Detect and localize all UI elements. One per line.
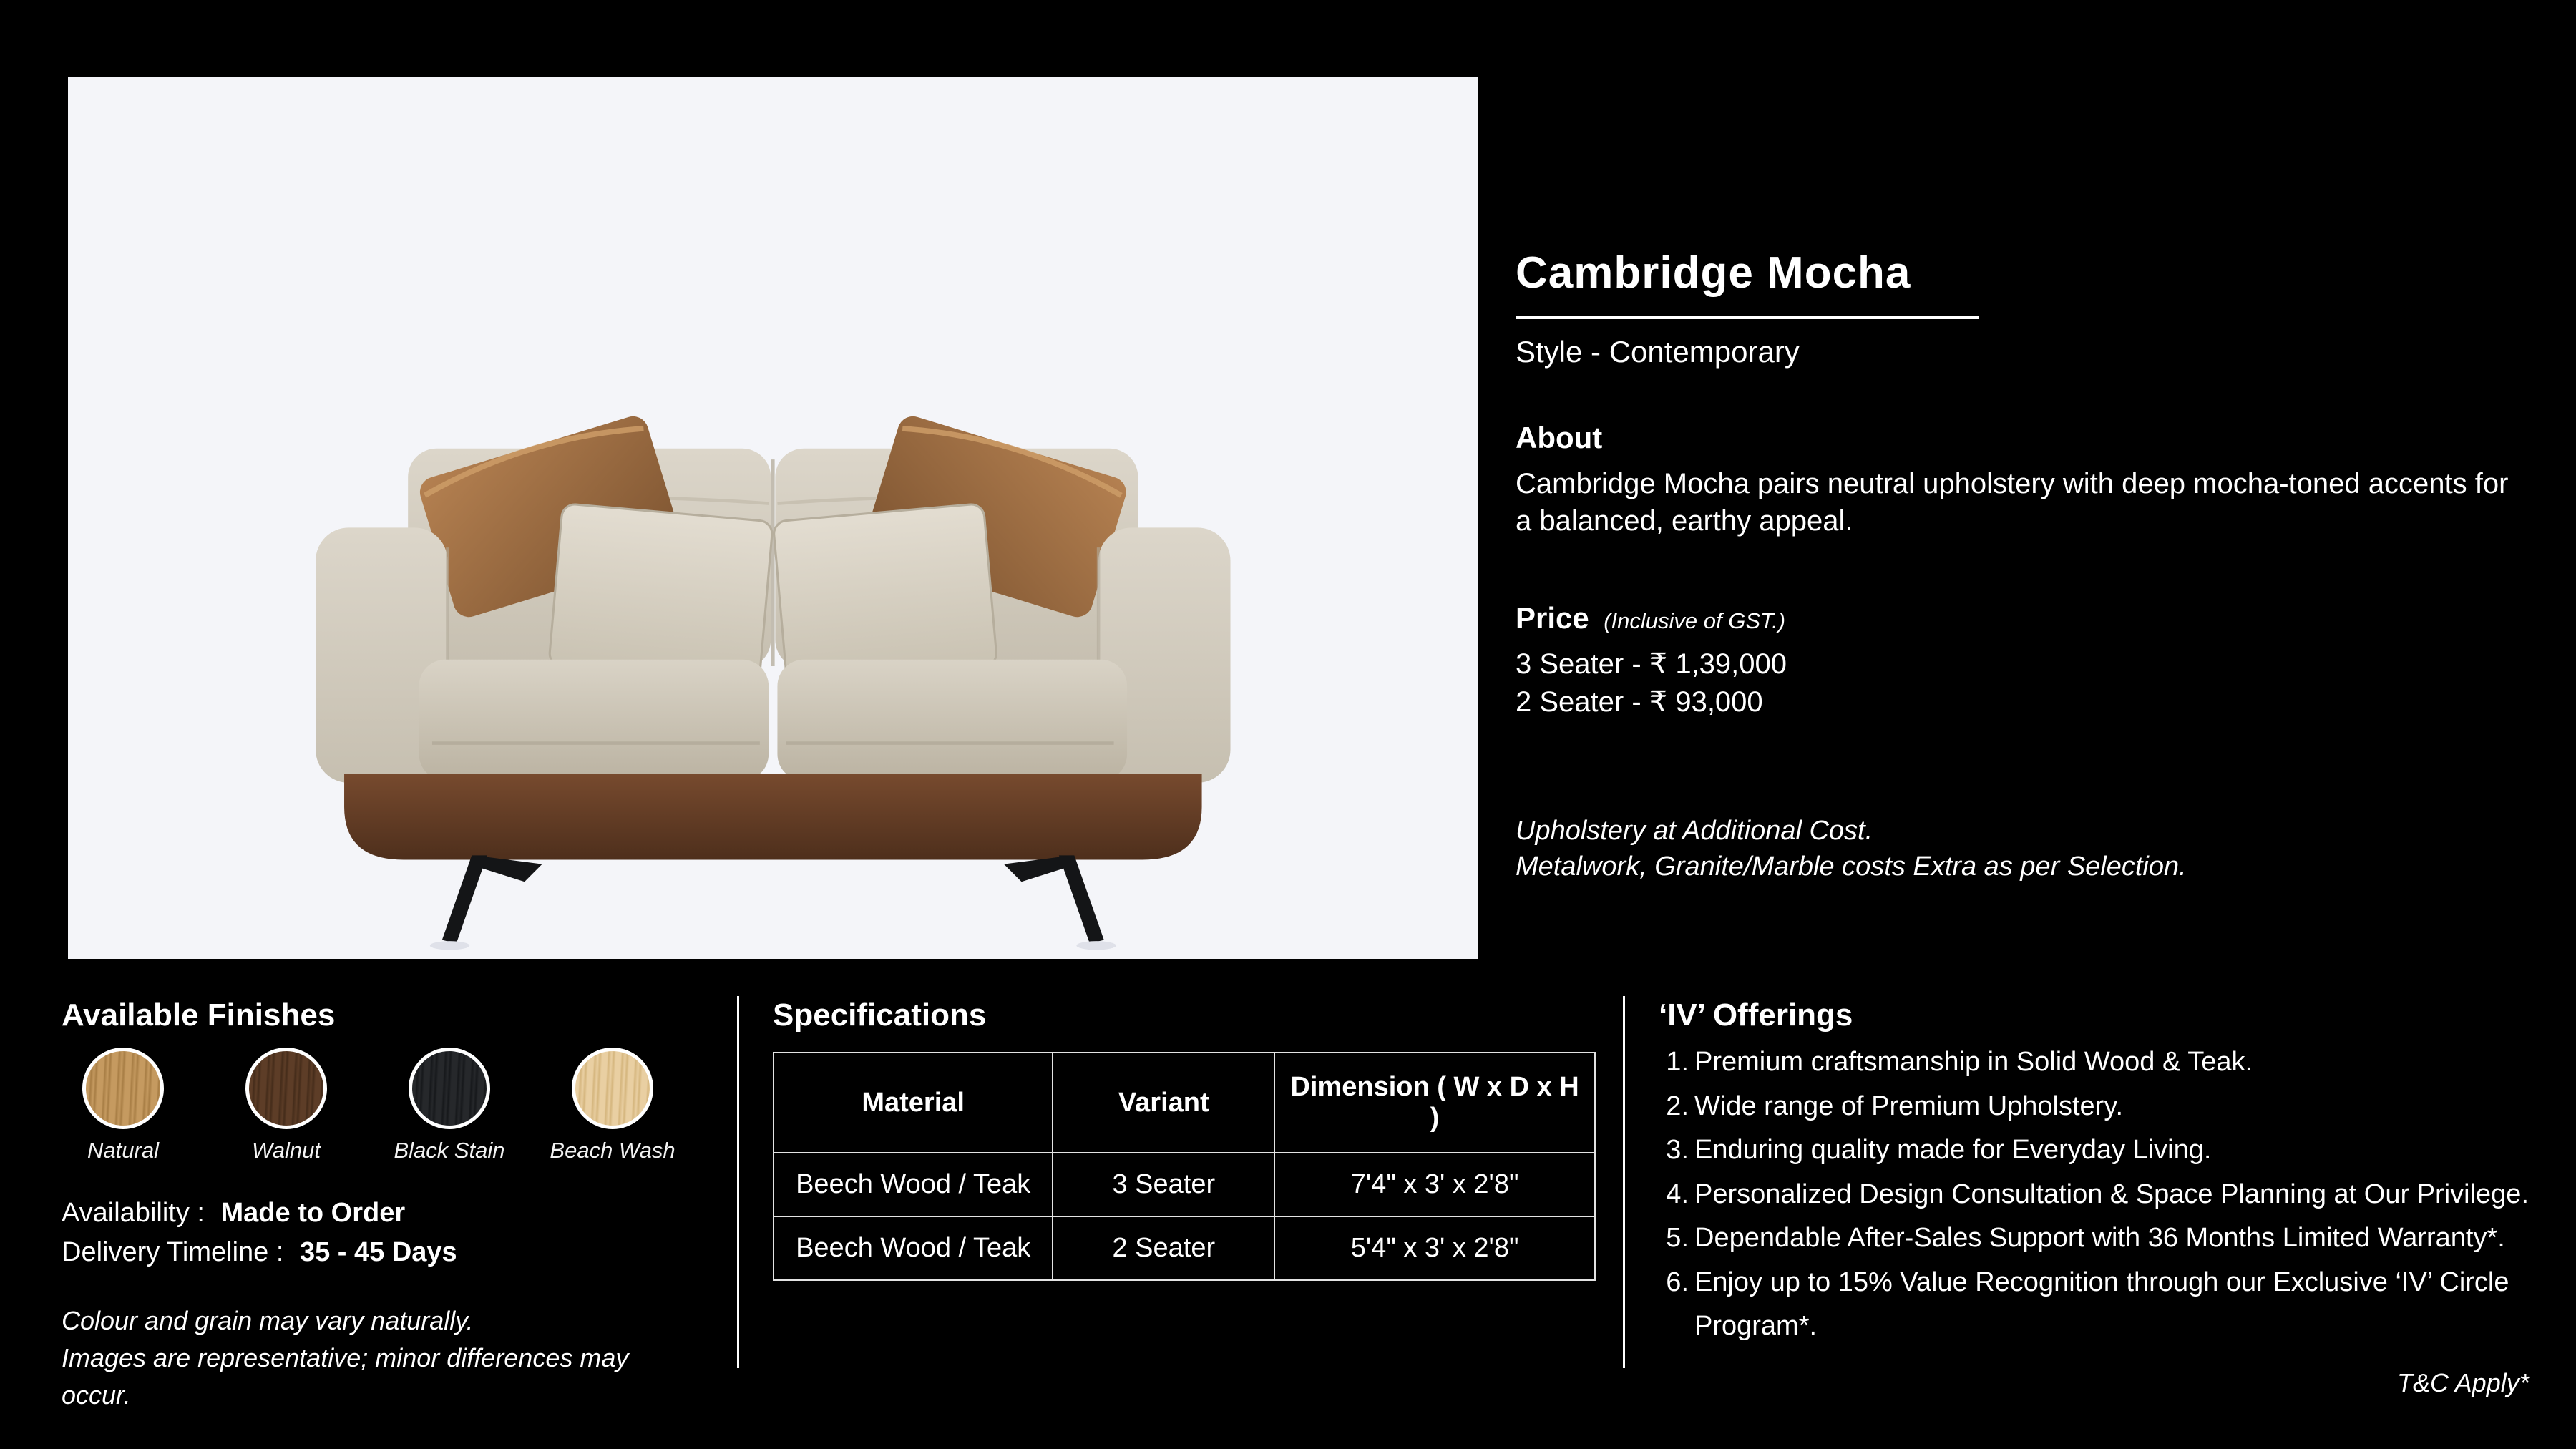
cell-dimension: 5'4" x 3' x 2'8" [1274,1216,1595,1280]
price-row [1516,601,2539,635]
specifications-table [773,1052,1596,1281]
about-heading: About [1516,421,1603,455]
wood-swatch-natural [82,1048,164,1129]
list-item: Enduring quality made for Everyday Living. [1694,1135,2212,1166]
cost-note-upholstery: Upholstery at Additional Cost. [1516,815,1873,846]
iv-offerings-heading: ‘IV’ Offerings [1659,997,1853,1033]
price-lines [1516,645,2539,721]
about-text: Cambridge Mocha pairs neutral upholstery with deep mocha-toned accents for a balanced, earthy appeal. [1516,468,2509,537]
cell-material: Beech Wood / Teak [774,1153,1053,1216]
table-header-row [774,1053,1595,1153]
price-line-3-seater: 3 Seater - ₹ 1,39,000 [1516,648,1787,680]
specifications-section [773,997,1596,1281]
price-gst-note: (Inclusive of GST.) [1604,608,1786,634]
finish-label: Natural [87,1138,159,1163]
product-details [1516,249,2539,884]
list-item: Wide range of Premium Upholstery. [1694,1091,2124,1121]
iv-offerings-list [1659,1040,2553,1349]
finish-swatch-row [62,1048,691,1163]
table-row [774,1216,1595,1280]
delivery-line [62,1233,691,1272]
sofa-image [223,185,1323,955]
cost-note-metalwork: Metalwork, Granite/Marble costs Extra as per Selection. [1516,851,2187,882]
style-line: Style - Contemporary [1516,335,1800,369]
wood-swatch-beach-wash [572,1048,653,1129]
list-item: Dependable After-Sales Support with 36 Months Limited Warranty*. [1694,1223,2505,1254]
wood-swatch-walnut [245,1048,327,1129]
cost-notes [1516,813,2539,884]
specifications-heading: Specifications [773,997,987,1033]
cell-variant: 3 Seater [1053,1153,1274,1216]
price-heading: Price [1516,601,1589,635]
header-variant: Variant [1053,1053,1274,1153]
list-item: Enjoy up to 15% Value Recognition through our Exclusive ‘IV’ Circle Program*. [1694,1267,2509,1342]
cell-variant: 2 Seater [1053,1216,1274,1280]
iv-offerings-section [1659,997,2553,1349]
finish-item-black-stain [388,1048,511,1163]
available-finishes-section [62,997,691,1414]
price-line-2-seater: 2 Seater - ₹ 93,000 [1516,686,1763,718]
section-divider [1623,996,1625,1368]
availability-line [62,1194,691,1233]
header-dimension: Dimension ( W x D x H ) [1274,1053,1595,1153]
finish-item-beach-wash [551,1048,674,1163]
availability-block [62,1194,691,1272]
finish-label: Walnut [252,1138,321,1163]
wood-swatch-black-stain [409,1048,490,1129]
product-photo-panel [68,77,1478,959]
finish-label: Black Stain [394,1138,505,1163]
header-material: Material [774,1053,1053,1153]
table-row [774,1153,1595,1216]
delivery-value: 35 - 45 Days [299,1237,457,1268]
finish-label: Beach Wash [550,1138,675,1163]
section-divider [737,996,739,1368]
variation-note-colour: Colour and grain may vary naturally. [62,1306,474,1336]
title-underline [1516,316,1979,319]
variation-notes [62,1302,691,1413]
finish-item-natural [62,1048,185,1163]
tc-apply-note: T&C Apply* [2397,1368,2529,1397]
cell-material: Beech Wood / Teak [774,1216,1053,1280]
cell-dimension: 7'4" x 3' x 2'8" [1274,1153,1595,1216]
product-title: Cambridge Mocha [1516,248,1911,298]
available-finishes-heading: Available Finishes [62,997,336,1033]
availability-label: Availability : [62,1198,205,1228]
variation-note-images: Images are representative; minor differences may occur. [62,1343,629,1410]
list-item: Personalized Design Consultation & Space Planning at Our Privilege. [1694,1179,2529,1209]
finish-item-walnut [225,1048,348,1163]
list-item: Premium craftsmanship in Solid Wood & Teak. [1694,1047,2253,1077]
delivery-label: Delivery Timeline : [62,1237,284,1268]
availability-value: Made to Order [220,1198,406,1228]
